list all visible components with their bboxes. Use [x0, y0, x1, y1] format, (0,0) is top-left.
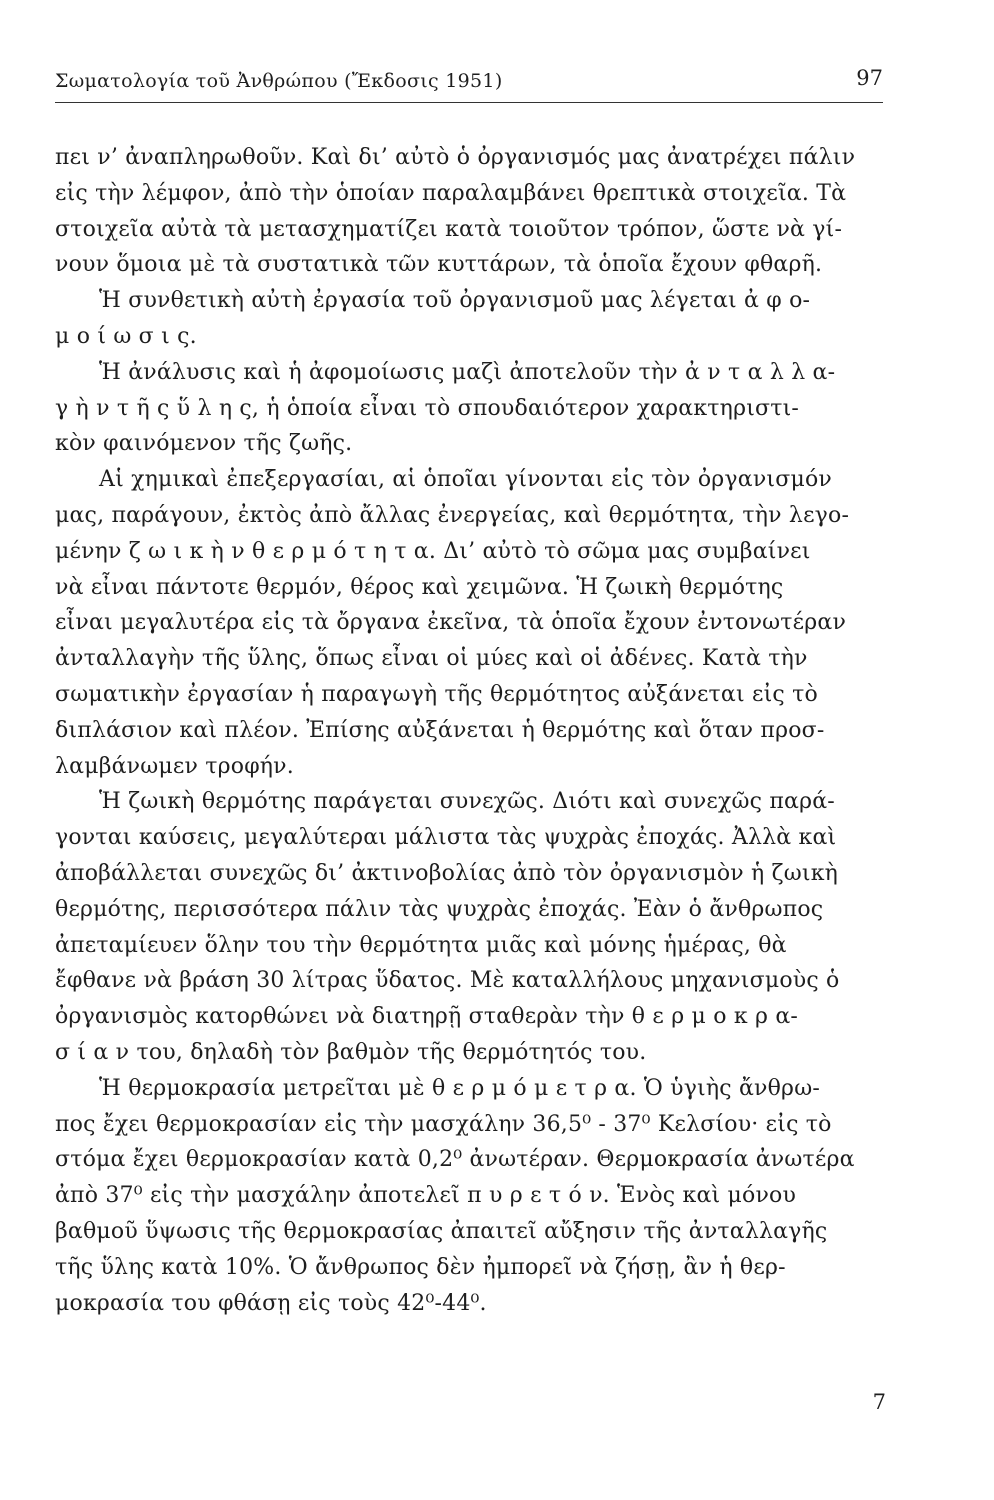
- text-line: πει ν’ ἀναπληρωθοῦν. Καὶ δι’ αὐτὸ ὁ ὀργανισμός μας ἀνατρέχει πάλιν: [55, 145, 856, 170]
- text-line: εἰς τὴν λέμφον, ἀπὸ τὴν ὁποίαν παραλαμβάνει θρεπτικὰ στοιχεῖα. Τὰ: [55, 180, 847, 206]
- text-line: στοιχεῖα αὐτὰ τὰ μετασχηματίζει κατὰ τοιοῦτον τρόπον, ὥστε νὰ γί-: [55, 216, 843, 242]
- text-line: ἀποβάλλεται συνεχῶς δι’ ἀκτινοβολίας ἀπὸ τὸν ὀργανισμὸν ἡ ζωικὴ: [55, 860, 839, 886]
- text-line: στόμα ἔχει θερμοκρασίαν κατὰ 0,2⁰ ἀνωτέραν. Θερμοκρασία ἀνωτέρα: [55, 1147, 855, 1173]
- text-line: νὰ εἶναι πάντοτε θερμόν, θέρος καὶ χειμῶνα. Ἡ ζωικὴ θερμότης: [55, 574, 784, 600]
- text-line: Ἡ ζωικὴ θερμότης παράγεται συνεχῶς. Διότι καὶ συνεχῶς παρά-: [99, 789, 835, 815]
- text-line: Ἡ συνθετικὴ αὐτὴ ἐργασία τοῦ ὀργανισμοῦ μας λέγεται ἀ φ ο-: [99, 288, 811, 314]
- text-line: ἀνταλλαγὴν τῆς ὕλης, ὅπως εἶναι οἱ μύες καὶ οἱ ἀδένες. Κατὰ τὴν: [55, 646, 808, 672]
- text-line: τῆς ὕλης κατὰ 10%. Ὁ ἄνθρωπος δὲν ἠμπορεῖ νὰ ζήσῃ, ἂν ἡ θερ-: [55, 1254, 786, 1280]
- text-line: γονται καύσεις, μεγαλύτεραι μάλιστα τὰς ψυχρὰς ἐποχάς. Ἀλλὰ καὶ: [55, 825, 837, 851]
- signature-mark: 7: [872, 1390, 886, 1414]
- text-line: πος ἔχει θερμοκρασίαν εἰς τὴν μασχάλην 36,5⁰ - 37⁰ Κελσίου· εἰς τὸ: [55, 1111, 832, 1137]
- text-line: Αἱ χημικαὶ ἐπεξεργασίαι, αἱ ὁποῖαι γίνονται εἰς τὸν ὀργανισμόν: [99, 467, 832, 493]
- text-line: Ἡ θερμοκρασία μετρεῖται μὲ θ ε ρ μ ό μ ε τ ρ α. Ὁ ὑγιὴς ἄνθρω-: [99, 1075, 820, 1101]
- page-number: 97: [856, 66, 883, 90]
- text-line: μοκρασία του φθάσῃ εἰς τοὺς 42⁰-44⁰.: [55, 1290, 487, 1316]
- text-line: ἀπεταμίευεν ὅλην του τὴν θερμότητα μιᾶς καὶ μόνης ἡμέρας, θὰ: [55, 932, 787, 958]
- text-line: νουν ὅμοια μὲ τὰ συστατικὰ τῶν κυττάρων, τὰ ὁποῖα ἔχουν φθαρῆ.: [55, 252, 823, 278]
- text-line: βαθμοῦ ὕψωσις τῆς θερμοκρασίας ἀπαιτεῖ αὔξησιν τῆς ἀνταλλαγῆς: [55, 1218, 828, 1244]
- running-title: Σωματολογία τοῦ Ἀνθρώπου (Ἔκδοσις 1951): [55, 70, 503, 92]
- text-line: μένην ζ ω ι κ ὴ ν θ ε ρ μ ό τ η τ α. Δι’ αὐτὸ τὸ σῶμα μας συμβαίνει: [55, 538, 811, 564]
- text-line: σ ί α ν του, δηλαδὴ τὸν βαθμὸν τῆς θερμότητός του.: [55, 1039, 647, 1065]
- text-line: σωματικὴν ἐργασίαν ἡ παραγωγὴ τῆς θερμότητος αὐξάνεται εἰς τὸ: [55, 681, 818, 707]
- text-line: ἔφθανε νὰ βράση 30 λίτρας ὕδατος. Μὲ καταλλήλους μηχανισμοὺς ὁ: [55, 968, 840, 994]
- text-line: εἶναι μεγαλυτέρα εἰς τὰ ὄργανα ἐκεῖνα, τὰ ὁποῖα ἔχουν ἐντονωτέραν: [55, 610, 847, 636]
- text-line: κὸν φαινόμενον τῆς ζωῆς.: [55, 431, 353, 457]
- text-line: λαμβάνωμεν τροφήν.: [55, 753, 294, 779]
- running-header: [55, 62, 883, 103]
- text-line: ἀπὸ 37⁰ εἰς τὴν μασχάλην ἀποτελεῖ π υ ρ ε τ ό ν. Ἑνὸς καὶ μόνου: [55, 1183, 797, 1209]
- text-line: θερμότης, περισσότερα πάλιν τὰς ψυχρὰς ἐποχάς. Ἐὰν ὁ ἄνθρωπος: [55, 896, 824, 922]
- text-line: διπλάσιον καὶ πλέον. Ἐπίσης αὐξάνεται ἡ θερμότης καὶ ὅταν προσ-: [55, 717, 825, 743]
- text-line: γ ὴ ν τ ῆ ς ὕ λ η ς, ἡ ὁποία εἶναι τὸ σπουδαιότερον χαρακτηριστι-: [55, 395, 800, 421]
- body-text: [55, 140, 885, 1321]
- text-line: Ἡ ἀνάλυσις καὶ ἡ ἀφομοίωσις μαζὶ ἀποτελοῦν τὴν ἀ ν τ α λ λ α-: [99, 359, 836, 385]
- text-line: μ ο ί ω σ ι ς.: [55, 323, 197, 349]
- text-line: ὀργανισμὸς κατορθώνει νὰ διατηρῇ σταθερὰν τὴν θ ε ρ μ ο κ ρ α-: [55, 1004, 799, 1030]
- text-line: μας, παράγουν, ἐκτὸς ἀπὸ ἄλλας ἐνεργείας, καὶ θερμότητα, τὴν λεγο-: [55, 502, 850, 528]
